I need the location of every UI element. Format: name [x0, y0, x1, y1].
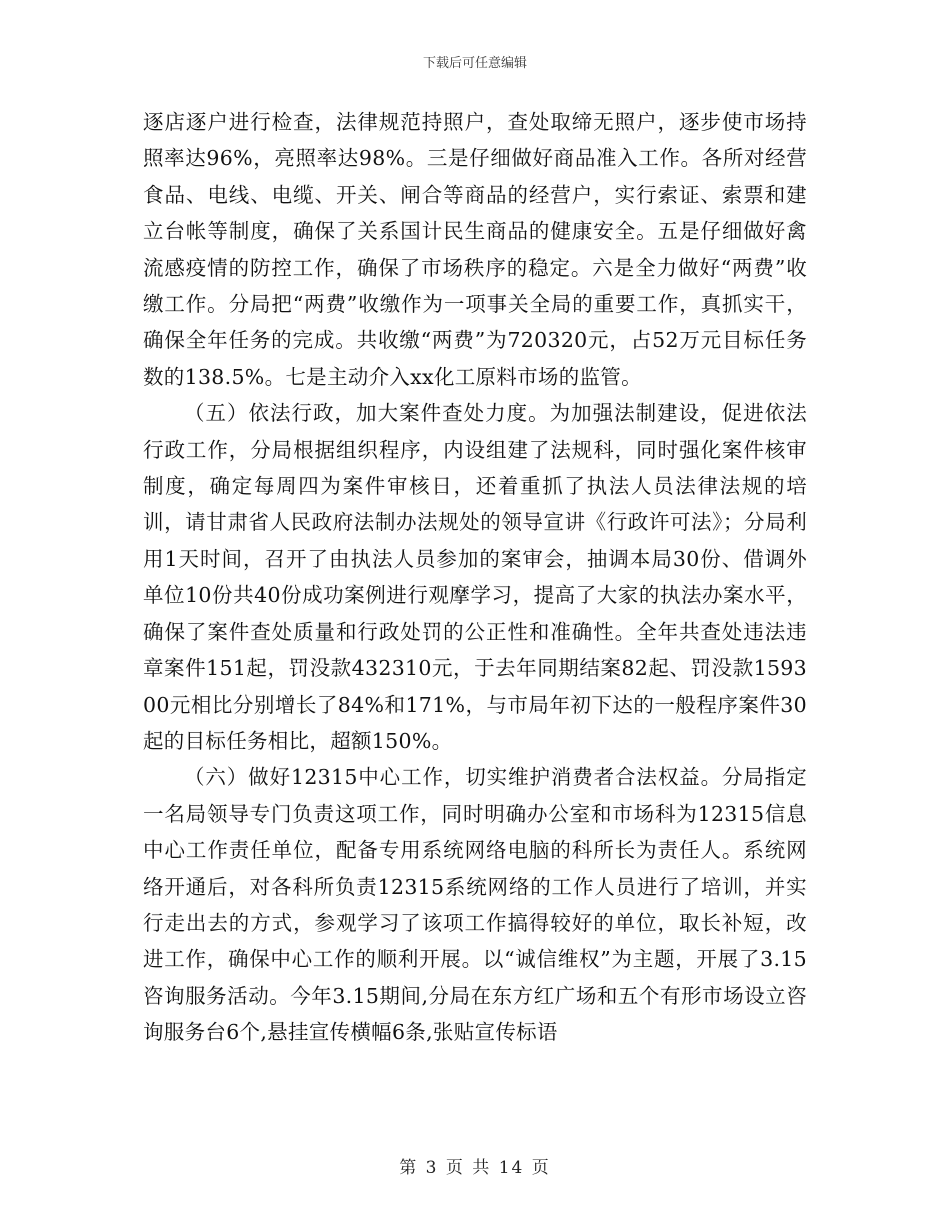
paragraph-continuation: 逐店逐户进行检查，法律规范持照户，查处取缔无照户，逐步使市场持照率达96%，亮照率达98%。三是仔细做好商品准入工作。各所对经营食品、电线、电缆、开关、闸合等商品的经营户，实行索证、索票和建立台帐等制度，确保了关系国计民生商品的健康安全。五是仔细做好禽流感疫情的防控工作，确保了市场秩序的稳定。六是全力做好“两费”收缴工作。分局把“两费”收缴作为一项事关全局的重要工作，真抓实干，确保全年任务的完成。共收缴“两费”为720320元，占52万元目标任务数的138.5%。七是主动介入xx化工原料市场的监管。	[143, 110, 807, 389]
page-header: 下载后可任意编辑	[422, 56, 527, 71]
page-number-footer: 第 3 页 共 14 页	[399, 1158, 551, 1178]
document-body	[143, 104, 807, 1051]
paragraph-section-five: （五）依法行政，加大案件查处力度。为加强法制建设，促进依法行政工作，分局根据组织程序，内设组建了法规科，同时强化案件核审制度，确定每周四为案件审核日，还着重抓了执法人员法律法规的培训，请甘肃省人民政府法制办法规处的领导宣讲《行政许可法》；分局利用1天时间，召开了由执法人员参加的案审会，抽调本局30份、借调外单位10份共40份成功案例进行观摩学习，提高了大家的执法办案水平，确保了案件查处质量和行政处罚的公正性和准确性。全年共查处违法违章案件151起，罚没款432310元，于去年同期结案82起、罚没款159300元相比分别增长了84%和171%，与市局年初下达的一般程序案件30起的目标任务相比，超额150%。	[143, 401, 807, 753]
paragraph-section-six: （六）做好12315中心工作，切实维护消费者合法权益。分局指定一名局领导专门负责这项工作，同时明确办公室和市场科为12315信息中心工作责任单位，配备专用系统网络电脑的科所长为责任人。系统网络开通后，对各科所负责12315系统网络的工作人员进行了培训，并实行走出去的方式，参观学习了该项工作搞得较好的单位，取长补短，改进工作，确保中心工作的顺利开展。以“诚信维权”为主题，开展了3.15咨询服务活动。今年3.15期间,分局在东方红广场和五个有形市场设立咨询服务台6个,悬挂宣传横幅6条,张贴宣传标语	[143, 765, 807, 1045]
